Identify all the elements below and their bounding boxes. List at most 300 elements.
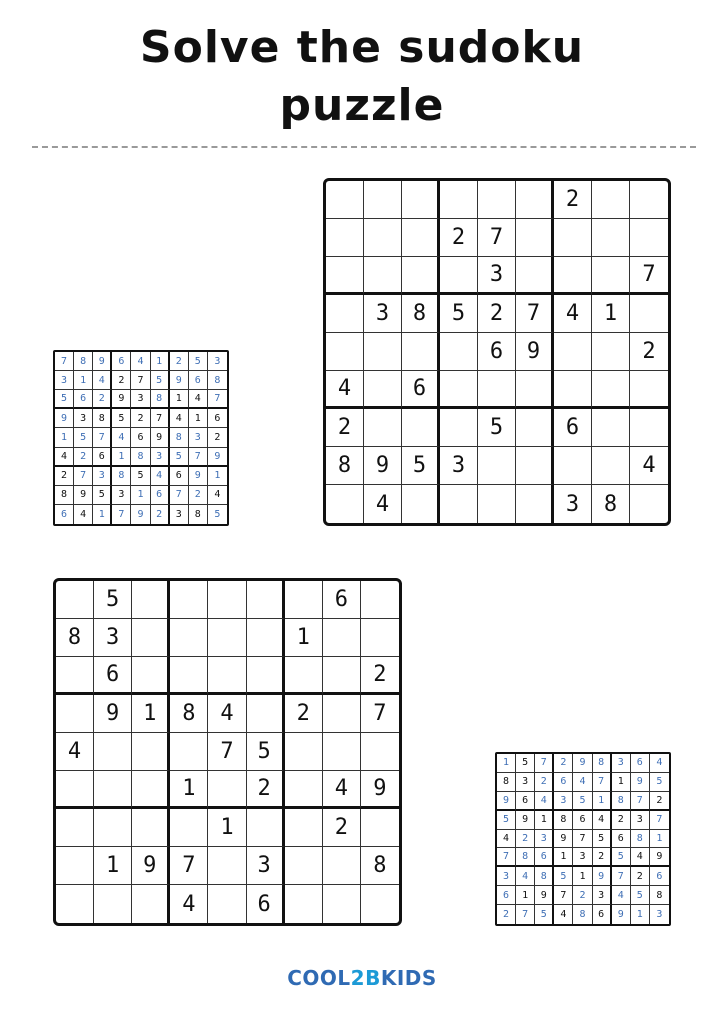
sudoku-cell[interactable]: [364, 409, 402, 447]
sudoku-cell[interactable]: [326, 181, 364, 219]
sudoku-cell[interactable]: 8: [361, 847, 399, 885]
sudoku-cell[interactable]: [440, 333, 478, 371]
sudoku-cell[interactable]: [94, 733, 132, 771]
sudoku-cell: 3: [516, 773, 535, 792]
sudoku-cell: 5: [151, 371, 170, 390]
sudoku-cell[interactable]: [326, 333, 364, 371]
sudoku-cell: 9: [208, 448, 227, 467]
sudoku-cell: 8: [93, 409, 112, 428]
sudoku-cell[interactable]: 6: [402, 371, 440, 409]
sudoku-cell: 7: [612, 867, 631, 886]
sudoku-cell: 5: [189, 352, 208, 371]
sudoku-cell[interactable]: [554, 371, 592, 409]
sudoku-cell: 3: [497, 867, 516, 886]
sudoku-cell[interactable]: 4: [630, 447, 668, 485]
sudoku-cell[interactable]: [630, 295, 668, 333]
sudoku-cell[interactable]: 2: [440, 219, 478, 257]
sudoku-cell[interactable]: 6: [323, 581, 361, 619]
sudoku-cell: 1: [631, 905, 650, 924]
sudoku-cell: 6: [151, 486, 170, 505]
sudoku-cell: 7: [74, 467, 93, 486]
sudoku-cell: 9: [516, 811, 535, 830]
sudoku-cell: 7: [593, 773, 612, 792]
sudoku-cell: 4: [131, 352, 150, 371]
sudoku-cell[interactable]: 9: [132, 847, 170, 885]
sudoku-cell[interactable]: [56, 809, 94, 847]
sudoku-cell: 1: [208, 467, 227, 486]
sudoku-cell[interactable]: [592, 181, 630, 219]
sudoku-cell[interactable]: 9: [364, 447, 402, 485]
sudoku-cell: 2: [573, 886, 592, 905]
sudoku-cell[interactable]: [554, 257, 592, 295]
sudoku-cell: 9: [593, 867, 612, 886]
sudoku-cell[interactable]: [285, 733, 323, 771]
sudoku-cell: 9: [151, 428, 170, 447]
sudoku-cell[interactable]: 8: [592, 485, 630, 523]
sudoku-cell: 1: [593, 792, 612, 811]
sudoku-cell[interactable]: [56, 847, 94, 885]
sudoku-cell: 7: [208, 390, 227, 409]
sudoku-cell[interactable]: 9: [361, 771, 399, 809]
sudoku-cell: 1: [170, 390, 189, 409]
sudoku-cell[interactable]: [630, 409, 668, 447]
sudoku-cell: 6: [112, 352, 131, 371]
sudoku-cell[interactable]: [285, 885, 323, 923]
sudoku-cell: 3: [593, 886, 612, 905]
sudoku-cell[interactable]: [592, 371, 630, 409]
sudoku-cell: 8: [554, 811, 573, 830]
sudoku-cell: 4: [554, 905, 573, 924]
sudoku-cell: 7: [55, 352, 74, 371]
dashed-divider: [32, 146, 696, 148]
sudoku-cell[interactable]: [516, 409, 554, 447]
sudoku-cell[interactable]: [247, 619, 285, 657]
sudoku-cell[interactable]: 3: [364, 295, 402, 333]
sudoku-cell[interactable]: [170, 657, 208, 695]
sudoku-cell[interactable]: [247, 657, 285, 695]
sudoku-cell: 7: [516, 905, 535, 924]
sudoku-cell[interactable]: 8: [402, 295, 440, 333]
sudoku-cell[interactable]: 2: [323, 809, 361, 847]
sudoku-cell[interactable]: [364, 257, 402, 295]
sudoku-cell: 4: [55, 448, 74, 467]
sudoku-cell: 7: [93, 428, 112, 447]
sudoku-cell: 2: [650, 792, 669, 811]
sudoku-cell[interactable]: 5: [247, 733, 285, 771]
sudoku-cell[interactable]: [170, 619, 208, 657]
sudoku-cell: 6: [650, 867, 669, 886]
sudoku-cell[interactable]: 7: [361, 695, 399, 733]
sudoku-cell[interactable]: 2: [326, 409, 364, 447]
sudoku-puzzle-2[interactable]: [53, 578, 402, 926]
sudoku-cell[interactable]: 4: [170, 885, 208, 923]
sudoku-cell[interactable]: [285, 809, 323, 847]
sudoku-cell[interactable]: [170, 809, 208, 847]
sudoku-cell: 1: [554, 848, 573, 867]
sudoku-cell[interactable]: [478, 371, 516, 409]
sudoku-cell: 4: [497, 830, 516, 849]
sudoku-cell[interactable]: [56, 885, 94, 923]
sudoku-cell: 8: [74, 352, 93, 371]
sudoku-cell[interactable]: [630, 371, 668, 409]
sudoku-cell[interactable]: [592, 219, 630, 257]
sudoku-cell[interactable]: 8: [56, 619, 94, 657]
sudoku-cell[interactable]: [364, 219, 402, 257]
sudoku-cell[interactable]: [402, 219, 440, 257]
sudoku-cell: 9: [650, 848, 669, 867]
sudoku-cell[interactable]: [56, 581, 94, 619]
sudoku-cell: 1: [535, 811, 554, 830]
sudoku-cell: 8: [573, 905, 592, 924]
sudoku-cell[interactable]: [478, 181, 516, 219]
sudoku-cell[interactable]: [132, 885, 170, 923]
sudoku-cell: 7: [573, 830, 592, 849]
sudoku-cell: 4: [189, 390, 208, 409]
sudoku-cell: 7: [631, 792, 650, 811]
sudoku-cell: 8: [189, 505, 208, 524]
sudoku-cell: 8: [516, 848, 535, 867]
sudoku-cell[interactable]: 2: [554, 181, 592, 219]
sudoku-cell[interactable]: [323, 885, 361, 923]
sudoku-cell[interactable]: [478, 485, 516, 523]
sudoku-cell: 1: [189, 409, 208, 428]
sudoku-cell: 6: [189, 371, 208, 390]
sudoku-cell[interactable]: 1: [592, 295, 630, 333]
sudoku-cell[interactable]: 2: [630, 333, 668, 371]
sudoku-cell[interactable]: [402, 333, 440, 371]
sudoku-cell: 5: [74, 428, 93, 447]
sudoku-cell[interactable]: 6: [478, 333, 516, 371]
sudoku-cell: 9: [93, 352, 112, 371]
sudoku-cell: 2: [631, 867, 650, 886]
sudoku-cell[interactable]: [516, 371, 554, 409]
sudoku-cell: 5: [554, 867, 573, 886]
sudoku-cell: 2: [208, 428, 227, 447]
sudoku-cell: 1: [112, 448, 131, 467]
sudoku-cell: 4: [631, 848, 650, 867]
sudoku-cell[interactable]: [170, 733, 208, 771]
sudoku-cell: 5: [170, 448, 189, 467]
sudoku-cell[interactable]: [208, 619, 246, 657]
sudoku-cell: 7: [650, 811, 669, 830]
sudoku-cell[interactable]: [208, 771, 246, 809]
sudoku-cell[interactable]: [285, 771, 323, 809]
sudoku-cell: 4: [151, 467, 170, 486]
sudoku-cell: 9: [497, 792, 516, 811]
sudoku-cell: 8: [151, 390, 170, 409]
sudoku-cell: 2: [93, 390, 112, 409]
brand-part-1: COOL: [287, 966, 351, 990]
sudoku-cell: 9: [170, 371, 189, 390]
sudoku-cell[interactable]: [592, 257, 630, 295]
sudoku-cell[interactable]: 9: [516, 333, 554, 371]
sudoku-cell: 9: [631, 773, 650, 792]
sudoku-cell[interactable]: [132, 619, 170, 657]
sudoku-cell: 5: [112, 409, 131, 428]
sudoku-cell[interactable]: [285, 657, 323, 695]
sudoku-cell[interactable]: 4: [56, 733, 94, 771]
sudoku-cell[interactable]: [516, 257, 554, 295]
sudoku-cell[interactable]: [170, 581, 208, 619]
sudoku-cell[interactable]: [132, 657, 170, 695]
sudoku-cell: 3: [151, 448, 170, 467]
brand-logo: [0, 966, 724, 990]
sudoku-cell[interactable]: 1: [170, 771, 208, 809]
sudoku-cell[interactable]: [361, 809, 399, 847]
sudoku-cell: 7: [112, 505, 131, 524]
sudoku-cell[interactable]: [516, 181, 554, 219]
sudoku-cell[interactable]: [323, 619, 361, 657]
sudoku-cell: 8: [631, 830, 650, 849]
sudoku-cell: 3: [112, 486, 131, 505]
sudoku-cell[interactable]: [94, 885, 132, 923]
sudoku-cell[interactable]: [592, 333, 630, 371]
sudoku-cell[interactable]: 1: [285, 619, 323, 657]
sudoku-cell[interactable]: [208, 885, 246, 923]
sudoku-cell: 6: [573, 811, 592, 830]
sudoku-cell: 2: [55, 467, 74, 486]
sudoku-cell[interactable]: [440, 257, 478, 295]
sudoku-cell: 3: [131, 390, 150, 409]
sudoku-cell[interactable]: [440, 371, 478, 409]
sudoku-cell[interactable]: [402, 181, 440, 219]
sudoku-cell[interactable]: [402, 485, 440, 523]
sudoku-cell[interactable]: [132, 733, 170, 771]
sudoku-cell: 3: [189, 428, 208, 447]
sudoku-cell[interactable]: 3: [440, 447, 478, 485]
sudoku-cell: 6: [208, 409, 227, 428]
sudoku-cell: 7: [535, 754, 554, 773]
sudoku-cell: 7: [131, 371, 150, 390]
sudoku-cell: 9: [612, 905, 631, 924]
sudoku-cell: 3: [74, 409, 93, 428]
sudoku-cell: 4: [208, 486, 227, 505]
sudoku-cell[interactable]: 5: [94, 581, 132, 619]
sudoku-cell: 2: [151, 505, 170, 524]
sudoku-cell: 8: [535, 867, 554, 886]
sudoku-cell: 3: [656, 909, 663, 921]
sudoku-cell: 7: [151, 409, 170, 428]
sudoku-cell: 9: [55, 409, 74, 428]
sudoku-cell: 6: [516, 792, 535, 811]
sudoku-cell: 3: [554, 792, 573, 811]
sudoku-cell: 2: [535, 773, 554, 792]
sudoku-solution-1: [53, 350, 229, 526]
sudoku-cell[interactable]: [592, 447, 630, 485]
sudoku-cell[interactable]: 8: [326, 447, 364, 485]
sudoku-cell: 2: [497, 905, 516, 924]
sudoku-cell[interactable]: [323, 847, 361, 885]
sudoku-cell: 5: [93, 486, 112, 505]
sudoku-cell: 2: [189, 486, 208, 505]
sudoku-cell[interactable]: [361, 581, 399, 619]
sudoku-cell: 6: [170, 467, 189, 486]
sudoku-cell[interactable]: 4: [364, 485, 402, 523]
brand-part-3: KIDS: [380, 966, 437, 990]
sudoku-cell: 4: [573, 773, 592, 792]
sudoku-cell[interactable]: 7: [630, 257, 668, 295]
sudoku-cell[interactable]: [323, 657, 361, 695]
sudoku-cell[interactable]: [440, 409, 478, 447]
sudoku-cell: 2: [170, 352, 189, 371]
sudoku-cell[interactable]: 8: [170, 695, 208, 733]
sudoku-cell[interactable]: [285, 847, 323, 885]
sudoku-cell: 4: [93, 371, 112, 390]
sudoku-cell: 3: [535, 830, 554, 849]
sudoku-cell[interactable]: [132, 771, 170, 809]
sudoku-cell[interactable]: [326, 257, 364, 295]
sudoku-cell[interactable]: [323, 695, 361, 733]
sudoku-cell: 2: [112, 371, 131, 390]
sudoku-cell[interactable]: [94, 771, 132, 809]
sudoku-cell[interactable]: [56, 771, 94, 809]
sudoku-cell[interactable]: 1: [208, 809, 246, 847]
sudoku-cell: 6: [612, 830, 631, 849]
sudoku-cell[interactable]: [285, 581, 323, 619]
sudoku-cell: 9: [554, 830, 573, 849]
sudoku-cell[interactable]: 6: [94, 657, 132, 695]
sudoku-cell: 8: [55, 486, 74, 505]
sudoku-cell[interactable]: 5: [478, 409, 516, 447]
sudoku-cell[interactable]: 4: [323, 771, 361, 809]
sudoku-cell[interactable]: [554, 447, 592, 485]
sudoku-cell: 5: [573, 792, 592, 811]
sudoku-cell[interactable]: 5: [402, 447, 440, 485]
sudoku-cell[interactable]: 1: [94, 847, 132, 885]
sudoku-cell: 9: [131, 505, 150, 524]
sudoku-cell[interactable]: [478, 447, 516, 485]
sudoku-cell: 4: [74, 505, 93, 524]
sudoku-cell[interactable]: [402, 409, 440, 447]
sudoku-cell[interactable]: [56, 695, 94, 733]
sudoku-cell: 7: [497, 848, 516, 867]
sudoku-cell[interactable]: [361, 885, 399, 923]
sudoku-cell: 3: [612, 754, 631, 773]
sudoku-cell[interactable]: [630, 219, 668, 257]
sudoku-cell[interactable]: [516, 447, 554, 485]
sudoku-cell[interactable]: [323, 733, 361, 771]
sudoku-cell[interactable]: 2: [361, 657, 399, 695]
sudoku-cell[interactable]: [326, 295, 364, 333]
sudoku-cell: 6: [55, 505, 74, 524]
sudoku-cell: 3: [55, 371, 74, 390]
sudoku-cell: 8: [170, 428, 189, 447]
sudoku-cell[interactable]: [554, 219, 592, 257]
sudoku-cell[interactable]: [247, 695, 285, 733]
sudoku-cell: 6: [631, 754, 650, 773]
sudoku-cell[interactable]: [364, 371, 402, 409]
sudoku-cell[interactable]: [361, 733, 399, 771]
sudoku-cell[interactable]: [630, 181, 668, 219]
sudoku-cell[interactable]: [516, 219, 554, 257]
sudoku-cell[interactable]: 2: [478, 295, 516, 333]
sudoku-cell[interactable]: 5: [440, 295, 478, 333]
sudoku-cell[interactable]: [94, 809, 132, 847]
sudoku-cell: 6: [131, 428, 150, 447]
sudoku-cell[interactable]: 9: [94, 695, 132, 733]
sudoku-cell: 6: [497, 886, 516, 905]
sudoku-cell[interactable]: 3: [554, 485, 592, 523]
sudoku-cell: 2: [131, 409, 150, 428]
sudoku-cell: 9: [189, 467, 208, 486]
sudoku-cell: 2: [74, 448, 93, 467]
sudoku-cell[interactable]: [326, 219, 364, 257]
sudoku-cell[interactable]: 7: [170, 847, 208, 885]
sudoku-cell[interactable]: [361, 619, 399, 657]
sudoku-cell: 1: [612, 773, 631, 792]
sudoku-puzzle-1[interactable]: [323, 178, 671, 526]
sudoku-cell[interactable]: [592, 409, 630, 447]
sudoku-cell[interactable]: [247, 581, 285, 619]
sudoku-cell: 2: [554, 754, 573, 773]
sudoku-cell[interactable]: 2: [285, 695, 323, 733]
title-line-2: puzzle: [279, 80, 445, 131]
sudoku-cell[interactable]: 4: [208, 695, 246, 733]
sudoku-cell[interactable]: [247, 809, 285, 847]
sudoku-cell[interactable]: [554, 333, 592, 371]
sudoku-cell: 1: [497, 754, 516, 773]
sudoku-cell: 9: [535, 886, 554, 905]
sudoku-cell[interactable]: [440, 181, 478, 219]
sudoku-cell[interactable]: [56, 657, 94, 695]
sudoku-cell[interactable]: [516, 485, 554, 523]
sudoku-cell[interactable]: 6: [554, 409, 592, 447]
sudoku-cell[interactable]: [208, 581, 246, 619]
sudoku-cell: 8: [208, 371, 227, 390]
sudoku-cell[interactable]: 3: [94, 619, 132, 657]
sudoku-cell: 1: [55, 428, 74, 447]
sudoku-cell: 4: [516, 867, 535, 886]
sudoku-cell: 5: [516, 754, 535, 773]
sudoku-cell: 6: [554, 773, 573, 792]
sudoku-cell[interactable]: [364, 181, 402, 219]
sudoku-cell[interactable]: 7: [208, 733, 246, 771]
sudoku-cell: 8: [497, 773, 516, 792]
sudoku-cell[interactable]: [326, 485, 364, 523]
sudoku-cell: 3: [93, 467, 112, 486]
sudoku-cell[interactable]: [402, 257, 440, 295]
sudoku-cell: 8: [593, 754, 612, 773]
sudoku-cell[interactable]: 3: [478, 257, 516, 295]
sudoku-cell[interactable]: [208, 847, 246, 885]
sudoku-cell: 4: [650, 754, 669, 773]
sudoku-cell[interactable]: [364, 333, 402, 371]
sudoku-cell: 6: [535, 848, 554, 867]
sudoku-cell: 5: [593, 830, 612, 849]
sudoku-cell: 5: [131, 467, 150, 486]
sudoku-cell[interactable]: 1: [132, 695, 170, 733]
sudoku-cell[interactable]: 7: [516, 295, 554, 333]
sudoku-cell[interactable]: 3: [247, 847, 285, 885]
sudoku-cell[interactable]: [440, 485, 478, 523]
sudoku-cell[interactable]: 2: [247, 771, 285, 809]
sudoku-cell: 6: [593, 905, 612, 924]
sudoku-cell[interactable]: 7: [478, 219, 516, 257]
sudoku-cell[interactable]: 4: [554, 295, 592, 333]
sudoku-cell: 5: [631, 886, 650, 905]
sudoku-cell[interactable]: 6: [247, 885, 285, 923]
sudoku-cell: 4: [612, 886, 631, 905]
sudoku-cell[interactable]: [208, 657, 246, 695]
sudoku-cell[interactable]: [132, 809, 170, 847]
sudoku-cell[interactable]: 4: [326, 371, 364, 409]
sudoku-cell: 9: [573, 754, 592, 773]
sudoku-cell: 9: [112, 390, 131, 409]
sudoku-cell[interactable]: [132, 581, 170, 619]
sudoku-cell: 8: [612, 792, 631, 811]
sudoku-cell: 1: [151, 352, 170, 371]
sudoku-cell[interactable]: [630, 485, 668, 523]
